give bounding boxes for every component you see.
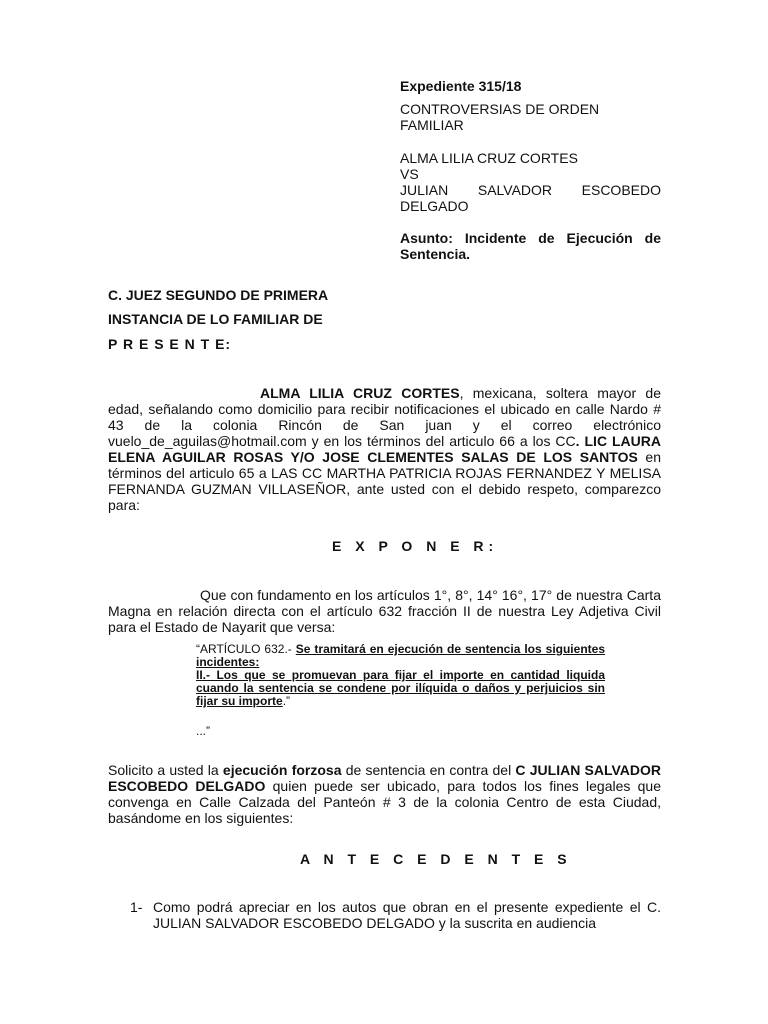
case-type-line: FAMILIAR bbox=[400, 117, 464, 133]
article-quote-prefix: “ARTÍCULO 632.- bbox=[196, 642, 296, 656]
versus-label: VS bbox=[400, 166, 419, 182]
attorneys-names: . LIC LAURA ELENA AGUILAR ROSAS Y/O JOSE CLEMENTES SALAS DE LOS SANTOS bbox=[108, 433, 662, 465]
solicito-text: Solicito a usted la bbox=[108, 762, 223, 778]
antecedentes-heading: A N T E C E D E N T E S bbox=[300, 851, 572, 867]
article-quote bbox=[196, 643, 605, 708]
exponer-heading: E X P O N E R: bbox=[332, 538, 499, 554]
article-quote-text: Se tramitará en ejecución de sentencia los siguientes incidentes: bbox=[196, 642, 605, 669]
subject-line1: Asunto: Incidente de Ejecución de bbox=[400, 230, 661, 246]
article-quote-item bbox=[196, 669, 605, 708]
defendant-name-line2: DELGADO bbox=[400, 198, 469, 214]
antecedentes-list bbox=[130, 899, 661, 931]
article-quote-ellipsis: ...” bbox=[196, 724, 210, 738]
article-quote-item-text: II.- Los que se promuevan para fijar el importe en cantidad liquida cuando la sentencia se condene por ilíquida o daños y perjuicios sin fijar su importe bbox=[196, 668, 605, 708]
presente-heading: P R E S E N T E: bbox=[108, 336, 232, 352]
defendant-name-line1: JULIAN SALVADOR ESCOBEDO bbox=[400, 182, 661, 198]
solicito-text: quien puede ser ubicado, para todos los fines legales que convenga en Calle Calzada del Panteón # 3 de la colonia Centro de esta Ciudad, basándome en los siguientes: bbox=[108, 778, 662, 826]
case-type-line: CONTROVERSIAS DE ORDEN bbox=[400, 101, 600, 117]
addressee-line2: INSTANCIA DE LO FAMILIAR DE bbox=[108, 311, 323, 327]
solicito-bold-ejecucion: ejecución forzosa bbox=[222, 762, 342, 778]
addressee-line1: C. JUEZ SEGUNDO DE PRIMERA bbox=[108, 287, 329, 303]
solicito-text: de sentencia en contra del bbox=[341, 762, 516, 778]
solicito-paragraph bbox=[108, 762, 661, 826]
fundamento-paragraph: Que con fundamento en los artículos 1°, 8°, 14° 16°, 17° de nuestra Carta Magna en relación directa con el artículo 632 fracción II de nuestra Ley Adjetiva Civil para el Estado de Nayarit que versa: bbox=[108, 587, 661, 635]
intro-text-cont: en términos del articulo 65 a LAS CC MARTHA PATRICIA ROJAS FERNANDEZ Y MELISA FERNANDA GUZMAN VILLASEÑOR, ante usted con el debido respeto, comparezco para: bbox=[108, 449, 661, 513]
plaintiff-name-bold: ALMA LILIA CRUZ CORTES bbox=[260, 385, 460, 401]
solicito-bold-defendant: C JULIAN SALVADOR ESCOBEDO DELGADO bbox=[108, 762, 661, 794]
intro-text: , mexicana, soltera mayor de edad, señalando como domicilio para recibir notificaciones el ubicado en calle Nardo # 43 de la colonia Rincón de San juan y el correo electrónico vuelo_de_aguilas@hotmail.com y en los términos del articulo 66 a los CC bbox=[108, 385, 662, 449]
list-item-text: Como podrá apreciar en los autos que obran en el presente expediente el C. JULIAN SALVADOR ESCOBEDO DELGADO y la suscrita en audiencia bbox=[153, 899, 661, 931]
case-type bbox=[400, 101, 661, 133]
plaintiff-name: ALMA LILIA CRUZ CORTES bbox=[400, 150, 578, 166]
parties bbox=[400, 150, 661, 214]
list-item-number: 1- bbox=[130, 899, 143, 915]
article-quote-first bbox=[196, 643, 605, 669]
intro-paragraph bbox=[108, 385, 661, 513]
list-item bbox=[130, 899, 661, 931]
article-quote-item-end: .” bbox=[282, 694, 291, 708]
subject-line2: Sentencia. bbox=[400, 246, 471, 262]
subject bbox=[400, 230, 661, 262]
case-number: Expediente 315/18 bbox=[400, 78, 522, 94]
